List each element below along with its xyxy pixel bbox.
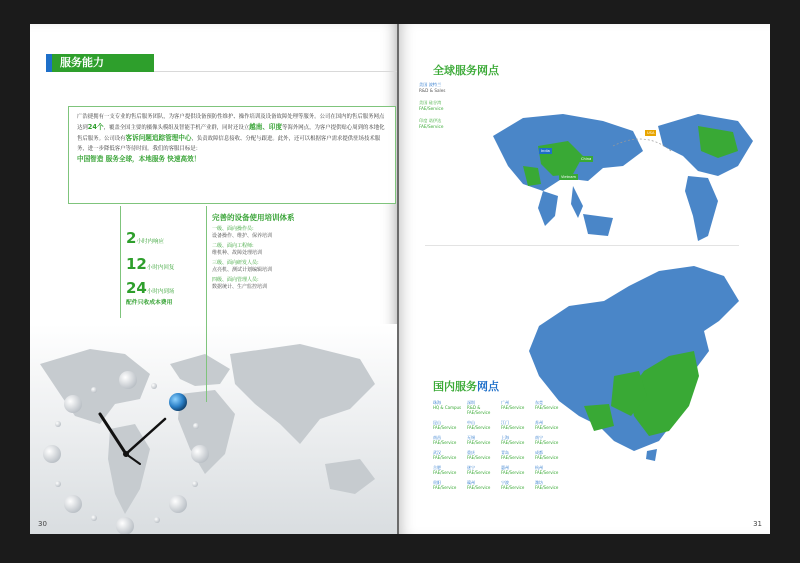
city-entry bbox=[535, 435, 567, 445]
stats-timeline-line bbox=[120, 206, 121, 318]
page-divider bbox=[425, 245, 739, 246]
domestic-title-blue: 网点 bbox=[477, 380, 499, 393]
city-name: 赣州 bbox=[467, 480, 475, 485]
city-role: FAE/Service bbox=[535, 440, 559, 445]
city-role: FAE/Service bbox=[433, 485, 457, 490]
city-entry bbox=[501, 465, 533, 475]
city-role: R&D & FAE/Service bbox=[467, 405, 491, 415]
city-entry bbox=[433, 480, 465, 490]
training-desc: 点亮机、测试计划编辑培训 bbox=[212, 267, 273, 273]
training-timeline-line bbox=[206, 206, 207, 402]
stat-response bbox=[126, 228, 164, 247]
global-legend-item bbox=[419, 82, 445, 94]
city-entry bbox=[433, 420, 465, 430]
city-name: 遂宁 bbox=[467, 465, 475, 470]
world-service-map bbox=[483, 96, 763, 246]
city-entry bbox=[501, 420, 533, 430]
city-role: FAE/Service bbox=[535, 425, 559, 430]
city-name: 广州 bbox=[501, 400, 509, 405]
section-title bbox=[46, 54, 154, 72]
city-role: FAE/Service bbox=[535, 485, 559, 490]
city-name: 东莞 bbox=[535, 400, 543, 405]
city-entry bbox=[467, 465, 499, 475]
city-entry bbox=[535, 450, 567, 460]
city-entry bbox=[433, 435, 465, 445]
city-name: 南宁 bbox=[535, 435, 543, 440]
global-legend-item bbox=[419, 100, 445, 112]
city-entry bbox=[467, 420, 499, 430]
city-role: FAE/Service bbox=[467, 440, 491, 445]
intro-text-4: ，负责故障信息接收、分配与跟进。此外，还可以根据客户需求提供驻场技术服务，进一步降低客户等待时间。我们的客服目标是： bbox=[77, 136, 381, 152]
stat-response-number: 2 bbox=[126, 229, 137, 247]
map-label-vietnam bbox=[559, 174, 578, 180]
city-entry bbox=[433, 465, 465, 475]
domestic-title-green: 国内服务 bbox=[433, 380, 477, 393]
city-name: 成都 bbox=[535, 450, 543, 455]
service-slogan: 中国智造 服务全球，本地服务 快速高效！ bbox=[77, 155, 201, 163]
legend-role: FAE/Service bbox=[419, 106, 444, 111]
training-level: 四级、面向管理人员: bbox=[212, 277, 259, 283]
intro-highlight-center: 客诉问题追踪管理中心 bbox=[125, 134, 192, 142]
right-page bbox=[399, 24, 770, 534]
legend-role: R&D & Sales bbox=[419, 88, 446, 93]
city-name: 南昌 bbox=[433, 435, 441, 440]
global-legend bbox=[419, 82, 445, 136]
map-label-vietnam-text: Vietnam bbox=[561, 175, 576, 179]
intro-text-1: 广浩捷拥有一支专业的售后服务团队，为客户提供设备预防性维护、操作培训及设备故障处理等服务。公司在国内的售后服务网点达到 bbox=[77, 114, 385, 131]
training-item bbox=[212, 260, 272, 274]
map-label-india-text: India bbox=[541, 149, 550, 153]
city-name: 江门 bbox=[501, 420, 509, 425]
global-legend-item bbox=[419, 118, 445, 130]
city-role: FAE/Service bbox=[433, 440, 457, 445]
city-role: FAE/Service bbox=[433, 470, 457, 475]
city-entry bbox=[535, 400, 567, 415]
city-entry bbox=[467, 450, 499, 460]
city-entry bbox=[501, 450, 533, 460]
training-level: 三级、面向研发人员: bbox=[212, 260, 259, 266]
city-name: 杭州 bbox=[535, 465, 543, 470]
intro-highlight-count: 24个 bbox=[87, 123, 104, 131]
city-entry bbox=[535, 420, 567, 430]
header-rule bbox=[154, 71, 398, 72]
legend-city: 美国 硅谷湾 bbox=[419, 100, 442, 105]
city-entry bbox=[433, 450, 465, 460]
city-name: 宁波 bbox=[501, 480, 509, 485]
page-number-right: 31 bbox=[753, 520, 762, 528]
city-name: 中山 bbox=[467, 420, 475, 425]
clock-illustration bbox=[30, 324, 250, 534]
city-list bbox=[433, 400, 563, 490]
page-number-left: 30 bbox=[38, 520, 47, 528]
city-role: FAE/Service bbox=[467, 485, 491, 490]
city-name: 重庆 bbox=[467, 450, 475, 455]
city-role: FAE/Service bbox=[535, 405, 559, 410]
city-entry bbox=[501, 435, 533, 445]
training-level: 一级、面向操作员: bbox=[212, 226, 254, 232]
city-role: FAE/Service bbox=[467, 455, 491, 460]
city-name: 武汉 bbox=[433, 450, 441, 455]
city-role: FAE/Service bbox=[501, 425, 525, 430]
training-item bbox=[212, 243, 262, 257]
city-name: 贵阳 bbox=[433, 480, 441, 485]
parts-cost-note: 配件只收成本费用 bbox=[126, 300, 173, 306]
stat-response-unit: 小时内响应 bbox=[136, 239, 164, 245]
city-name: 合肥 bbox=[433, 465, 441, 470]
section-title-text: 服务能力 bbox=[60, 56, 104, 69]
stat-onsite bbox=[126, 278, 174, 297]
legend-city: 印度 诺伊达 bbox=[419, 118, 442, 123]
city-name: 惠州 bbox=[501, 465, 509, 470]
training-level: 二级、面向工程师: bbox=[212, 243, 254, 249]
stat-onsite-unit: 小时内到场 bbox=[146, 289, 175, 295]
city-role: FAE/Service bbox=[535, 470, 559, 475]
stat-reply bbox=[126, 254, 174, 273]
legend-role: FAE/Service bbox=[419, 124, 444, 129]
city-role: FAE/Service bbox=[535, 455, 559, 460]
city-role: FAE/Service bbox=[501, 405, 525, 410]
left-page bbox=[30, 24, 398, 534]
city-role: FAE/Service bbox=[433, 425, 457, 430]
training-desc: 设备操作、维护、保养培训 bbox=[212, 233, 273, 239]
city-entry bbox=[433, 400, 465, 415]
city-name: 青岛 bbox=[501, 450, 509, 455]
city-entry bbox=[467, 480, 499, 490]
city-name: 珠海 bbox=[433, 400, 441, 405]
map-label-india bbox=[539, 148, 552, 154]
training-desc: 维机种、故障处理培训 bbox=[212, 250, 263, 256]
city-entry bbox=[535, 480, 567, 490]
city-name: 上海 bbox=[501, 435, 509, 440]
intro-text-2: ，覆盖全国主要的摄像头模组及智能手机产业群，同时还设立 bbox=[103, 125, 250, 131]
stat-reply-unit: 小时内回复 bbox=[146, 265, 175, 271]
map-label-china-text: China bbox=[581, 157, 592, 161]
map-label-usa bbox=[645, 130, 656, 136]
intro-text-3: 等海外网点，为客户提供贴心周到的本地化售后服务。公司设有 bbox=[77, 125, 385, 142]
intro-paragraph bbox=[68, 106, 396, 204]
training-item bbox=[212, 277, 267, 291]
legend-city: 美国 波特兰 bbox=[419, 82, 442, 87]
city-entry bbox=[501, 480, 533, 490]
city-entry bbox=[467, 400, 499, 415]
city-entry bbox=[501, 400, 533, 415]
domestic-network-title bbox=[433, 378, 499, 394]
city-role: FAE/Service bbox=[467, 470, 491, 475]
global-network-title: 全球服务网点 bbox=[433, 64, 499, 77]
city-role: FAE/Service bbox=[433, 455, 457, 460]
training-item bbox=[212, 226, 272, 240]
map-label-china bbox=[579, 156, 593, 162]
stat-reply-number: 12 bbox=[126, 255, 147, 273]
city-name: 潍坊 bbox=[535, 480, 543, 485]
city-name: 昆山 bbox=[433, 420, 441, 425]
intro-highlight-regions: 越南、印度 bbox=[249, 123, 283, 131]
city-name: 无锡 bbox=[467, 435, 475, 440]
training-title: 完善的设备使用培训体系 bbox=[212, 213, 295, 222]
city-name: 苏州 bbox=[535, 420, 543, 425]
training-desc: 数据统计、生产监控培训 bbox=[212, 284, 268, 290]
city-role: FAE/Service bbox=[501, 485, 525, 490]
city-role: FAE/Service bbox=[501, 455, 525, 460]
city-entry bbox=[535, 465, 567, 475]
city-role: FAE/Service bbox=[467, 425, 491, 430]
title-marker bbox=[46, 54, 52, 72]
city-role: HQ & Campus bbox=[433, 405, 462, 410]
city-role: FAE/Service bbox=[501, 470, 525, 475]
city-name: 深圳 bbox=[467, 400, 475, 405]
city-role: FAE/Service bbox=[501, 440, 525, 445]
stat-onsite-number: 24 bbox=[126, 279, 147, 297]
city-entry bbox=[467, 435, 499, 445]
map-label-usa-text: USA bbox=[647, 131, 655, 135]
